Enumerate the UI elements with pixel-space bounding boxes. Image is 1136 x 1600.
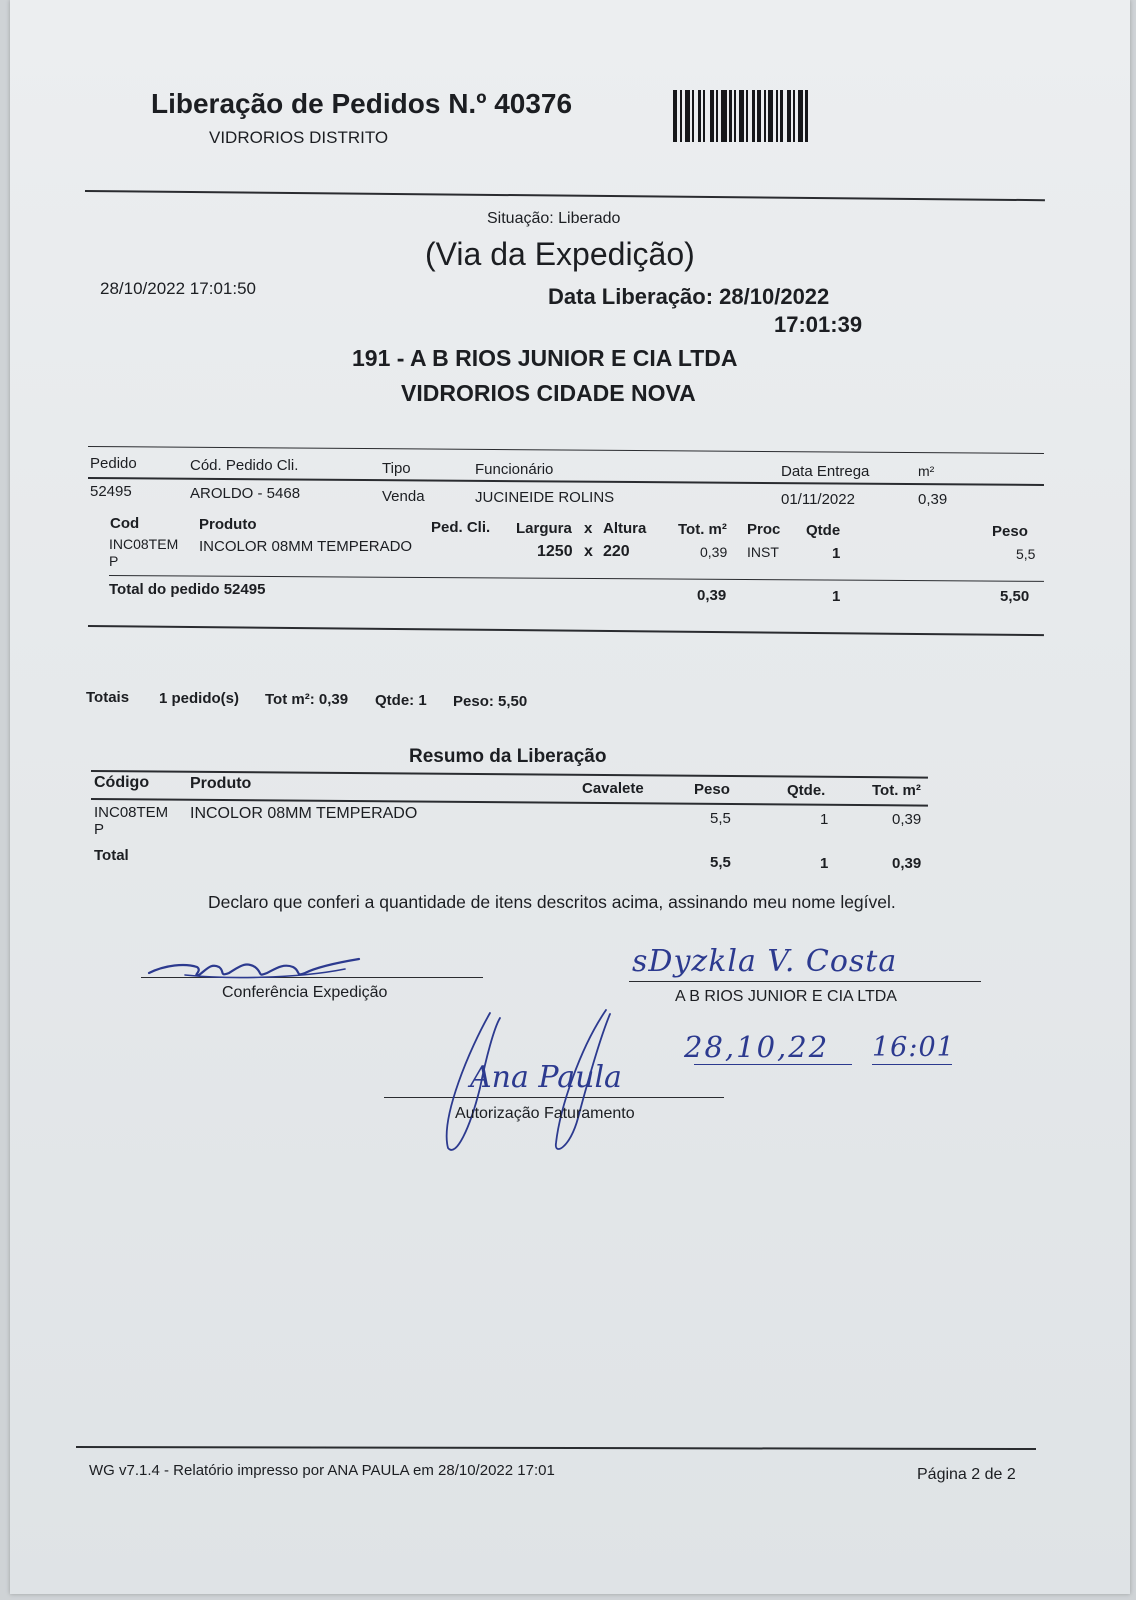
totals-pedidos: 1 pedido(s): [159, 690, 240, 707]
item-col-cod: Cod: [110, 515, 140, 532]
client-signature-line: [629, 981, 981, 982]
release-date: Data Liberação: 28/10/2022: [548, 284, 830, 309]
item-code-line1: INC08TEM: [109, 536, 179, 552]
summary-title: Resumo da Liberação: [409, 746, 607, 767]
item-col-peso: Peso: [992, 523, 1028, 540]
col-tipo: Tipo: [382, 460, 411, 477]
item-peso: 5,5: [1016, 546, 1036, 562]
totals-label: Totais: [86, 689, 130, 706]
summary-col-tot-m2: Tot. m²: [872, 782, 921, 799]
summary-total-m2: 0,39: [892, 855, 922, 872]
item-col-altura: Altura: [603, 520, 647, 537]
barcode-image: [673, 90, 845, 142]
client-name: 191 - A B RIOS JUNIOR E CIA LTDA: [352, 345, 738, 371]
col-m2: m²: [918, 463, 935, 479]
order-total-peso: 5,50: [1000, 588, 1030, 605]
item-col-largura: Largura: [516, 520, 572, 537]
col-funcionario: Funcionário: [475, 461, 554, 478]
item-col-qtde: Qtde: [806, 522, 841, 539]
summary-code-line1: INC08TEM: [94, 804, 169, 821]
item-code-line2: P: [109, 553, 119, 569]
release-time: 17:01:39: [774, 312, 863, 337]
item-tot-m2: 0,39: [700, 544, 728, 560]
summary-col-codigo: Código: [94, 774, 150, 791]
conferencia-signature: [145, 945, 365, 985]
summary-col-qtde: Qtde.: [787, 782, 826, 799]
order-total-qtde: 1: [832, 588, 841, 605]
item-col-ped-cli: Ped. Cli.: [431, 519, 491, 536]
totals-qtde: Qtde: 1: [375, 692, 427, 709]
summary-qtde: 1: [820, 811, 829, 828]
summary-total-label: Total: [94, 847, 129, 864]
order-number: 52495: [90, 483, 132, 500]
summary-tot-m2: 0,39: [892, 811, 922, 828]
footer-print-info: WG v7.1.4 - Relatório impresso por ANA PAULA em 28/10/2022 17:01: [89, 1462, 555, 1479]
order-bottom-rule: [88, 625, 1044, 636]
item-x: x: [584, 543, 593, 560]
handwritten-date: 28,10,22: [684, 1030, 830, 1064]
item-col-produto: Produto: [199, 516, 257, 533]
header-divider: [85, 190, 1045, 201]
handwritten-date-underline: [694, 1064, 852, 1065]
footer-page-number: Página 2 de 2: [917, 1466, 1016, 1483]
order-total-label: Total do pedido 52495: [109, 581, 266, 598]
document-page: [10, 0, 1130, 1594]
item-col-tot-m2: Tot. m²: [678, 521, 727, 538]
item-proc: INST: [747, 544, 779, 560]
col-data-entrega: Data Entrega: [781, 463, 870, 480]
printed-timestamp: 28/10/2022 17:01:50: [100, 279, 256, 298]
item-largura: 1250: [537, 543, 573, 560]
item-product: INCOLOR 08MM TEMPERADO: [199, 538, 413, 555]
order-delivery-date: 01/11/2022: [781, 491, 855, 508]
copy-label: (Via da Expedição): [425, 236, 695, 272]
footer-rule: [76, 1446, 1036, 1450]
autorizacao-label: Autorização Faturamento: [455, 1105, 635, 1122]
autorizacao-signature-handwritten: Ana Paula: [470, 1060, 622, 1095]
client-signature-handwritten: sDyzkla V. Costa: [632, 944, 898, 979]
order-total-m2: 0,39: [697, 587, 727, 604]
order-m2: 0,39: [918, 491, 948, 508]
totals-peso: Peso: 5,50: [453, 693, 528, 710]
summary-product: INCOLOR 08MM TEMPERADO: [190, 805, 418, 822]
order-top-rule: [88, 446, 1044, 454]
handwritten-time: 16:01: [872, 1032, 955, 1063]
item-col-proc: Proc: [747, 521, 781, 538]
order-client-code: AROLDO - 5468: [190, 485, 301, 502]
item-col-x: x: [584, 520, 593, 537]
summary-total-qtde: 1: [820, 855, 829, 872]
conferencia-label: Conferência Expedição: [222, 984, 388, 1001]
summary-code-line2: P: [94, 821, 105, 838]
item-altura: 220: [603, 543, 630, 560]
totals-m2: Tot m²: 0,39: [265, 691, 349, 708]
declaration-text: Declaro que conferi a quantidade de itens descritos acima, assinando meu nome legível.: [208, 892, 896, 912]
summary-total-peso: 5,5: [710, 854, 731, 871]
col-pedido: Pedido: [90, 455, 137, 472]
autorizacao-signature-flourish: [430, 1008, 670, 1158]
client-branch: VIDRORIOS CIDADE NOVA: [401, 380, 696, 406]
col-cod-pedido-cli: Cód. Pedido Cli.: [190, 457, 299, 474]
order-type: Venda: [382, 488, 425, 505]
order-employee: JUCINEIDE ROLINS: [475, 489, 615, 506]
client-signature-label: A B RIOS JUNIOR E CIA LTDA: [675, 988, 897, 1005]
handwritten-time-underline: [872, 1064, 952, 1065]
company-name: VIDRORIOS DISTRITO: [209, 128, 389, 147]
document-title: Liberação de Pedidos N.º 40376: [151, 88, 573, 119]
summary-peso: 5,5: [710, 810, 731, 827]
summary-col-produto: Produto: [190, 775, 252, 792]
summary-col-cavalete: Cavalete: [582, 780, 644, 797]
item-qtde: 1: [832, 545, 841, 562]
summary-col-peso: Peso: [694, 781, 730, 798]
status-text: Situação: Liberado: [487, 210, 621, 227]
